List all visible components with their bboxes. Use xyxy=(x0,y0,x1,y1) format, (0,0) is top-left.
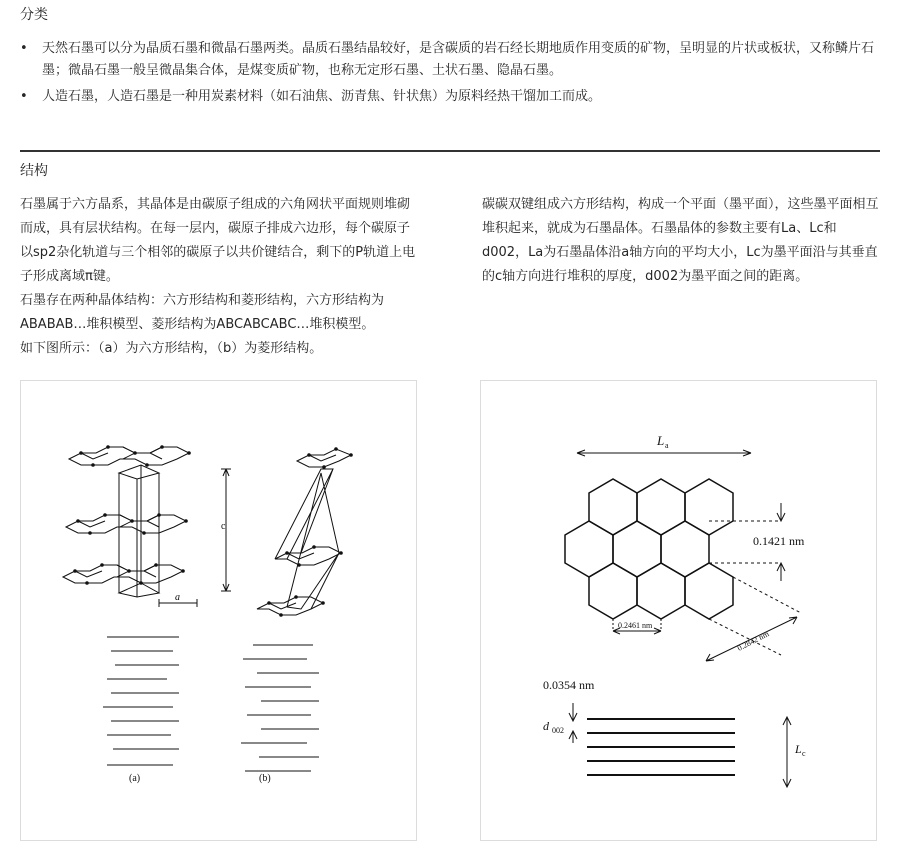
d002-label: d xyxy=(543,719,549,733)
bullet-marker: • xyxy=(20,89,28,104)
paragraph-crystal-parameters: 碳碳双键组成六方形结构，构成一个平面（墨平面），这些墨平面相互堆积起来，就成为石墨晶体。石墨晶体的参数主要有La、Lc和d002，La为石墨晶体沿a轴方向的平均大小，Lc为墨平面沿与其垂直的c轴方向进行堆积的厚度，d002为墨平面之间的距离。 xyxy=(482,197,879,284)
axis-a-label: a xyxy=(175,592,180,603)
a-param-label: 0.2461 nm xyxy=(618,621,653,630)
crystal-parameters-diagram xyxy=(481,381,878,842)
La-label: L xyxy=(657,433,665,448)
paragraph-crystal-system: 石墨属于六方晶系，其晶体是由碳原子组成的六角网状平面规则堆砌而成，具有层状结构。在每一层内，碳原子排成六边形，每个碳原子以sp2杂化轨道与三个相邻的碳原子以共价键结合，剩下的P轨道上电子形成离域π键。 xyxy=(20,197,416,284)
hex-layer-a-mid xyxy=(66,515,186,533)
bullet-text: 人造石墨，人造石墨是一种用炭素材料（如石油焦、沥青焦、针状焦）为原料经热干馏加工而成。 xyxy=(42,89,602,104)
crystal-structures-diagram xyxy=(21,381,418,842)
figure-crystal-structures xyxy=(20,380,417,841)
paragraph-figure-caption: 如下图所示：（a）为六方形结构，（b）为菱形结构。 xyxy=(20,341,323,356)
diag-param-label: 0.2842 nm xyxy=(735,629,771,653)
bullet-marker: • xyxy=(20,41,28,56)
paragraph-crystal-forms: 石墨存在两种晶体结构：六方形结构和菱形结构，六方形结构为ABABAB…堆积模型、菱形结构为ABCABCABC…堆积模型。 xyxy=(20,293,385,332)
hex-layer-a-bottom xyxy=(63,565,183,583)
Lc-subscript: c xyxy=(802,749,806,758)
label-a: (a) xyxy=(129,773,141,784)
bond-length-label: 0.1421 nm xyxy=(753,534,805,548)
graphene-layers xyxy=(587,719,735,775)
axis-c-label: c xyxy=(221,521,226,532)
offset-label: 0.0354 nm xyxy=(543,678,595,692)
atom-dots xyxy=(73,445,353,617)
bullet-natural-graphite xyxy=(20,38,880,82)
hex-layer-a-top xyxy=(69,447,189,465)
d002-subscript: 002 xyxy=(552,726,564,735)
section-divider xyxy=(20,150,880,152)
section-heading-classification: 分类 xyxy=(20,7,48,23)
bullet-artificial-graphite xyxy=(20,86,880,108)
section-heading-structure: 结构 xyxy=(20,163,48,179)
figure-crystal-parameters xyxy=(480,380,877,841)
La-subscript: a xyxy=(665,441,669,450)
hexagon-lattice xyxy=(565,479,733,619)
bullet-text: 天然石墨可以分为晶质石墨和微晶石墨两类。晶质石墨结晶较好，是含碳质的岩石经长期地质作用变质的矿物，呈明显的片状或板状，又称鳞片石墨；微晶石墨一般呈微晶集合体，是煤变质矿物，也称无定形石墨、土状石墨、隐晶石墨。 xyxy=(42,41,875,78)
label-b: (b) xyxy=(259,773,271,784)
Lc-label: L xyxy=(795,742,802,756)
